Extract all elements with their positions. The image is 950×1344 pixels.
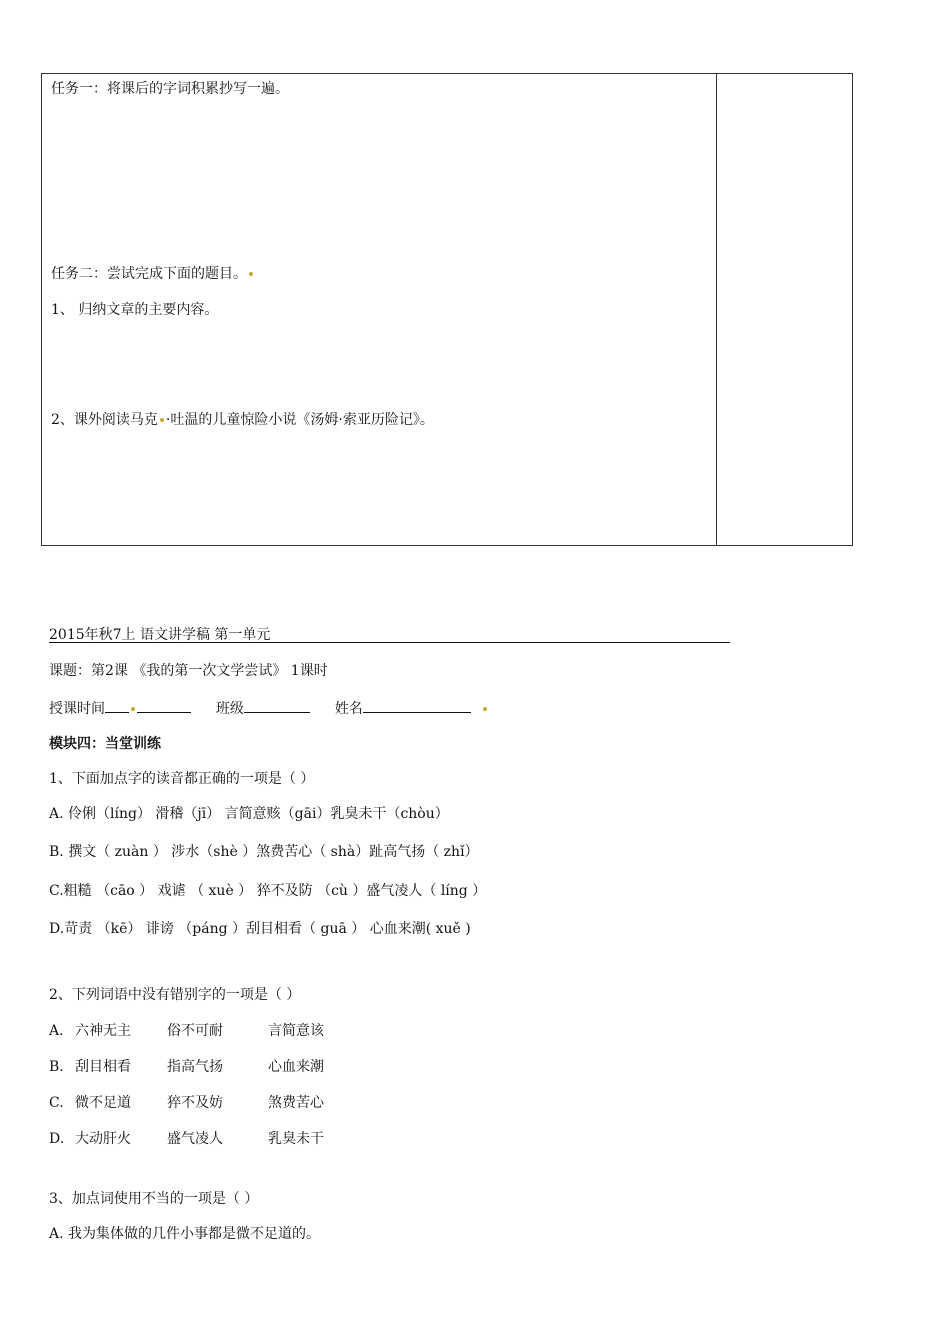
mark-dot [249,272,253,276]
table-divider [716,74,717,545]
mark-dot [483,707,487,711]
task2-text: 任务二：尝试完成下面的题目。 [51,266,247,282]
option-word: 言简意该 [268,1023,324,1039]
option-letter: D. [49,1131,65,1147]
q1-option-a: A. 伶俐（líng） 滑稽（jī） 言简意赅（gāi）乳臭未干（chòu） [49,806,449,822]
q2-text-b: ·吐温的儿童惊险小说《汤姆·索亚历险记》。 [165,412,434,428]
option-word: 微不足道 [75,1095,131,1111]
q2-option-c [49,1094,324,1112]
option-word: 刮目相看 [75,1059,131,1075]
option-word: 俗不可耐 [167,1023,223,1039]
option-word: 大动肝火 [75,1131,131,1147]
option-word: 心血来潮 [268,1059,324,1075]
q2-option-b [49,1058,324,1076]
time-label: 授课时间 [49,701,105,717]
q1-option-b: B. 撰文（ zuàn ） 涉水（shè ）煞费苦心（ shà）趾高气扬（ zhǐ） [49,844,479,860]
option-word: 指高气扬 [167,1059,223,1075]
option-word: 猝不及妨 [167,1095,223,1111]
option-word: 六神无主 [75,1023,131,1039]
lesson-line: 课题：第2课 《我的第一次文学尝试》 1课时 [49,663,328,679]
box-question-2 [51,411,434,429]
doc-title: 2015年秋7上 语文讲学稿 第一单元 [49,627,271,643]
info-line [49,698,489,718]
q2-option-d [49,1130,324,1148]
q2-text-a: 2、课外阅读马克 [51,412,158,428]
task-box [41,73,853,546]
time-blank [105,698,129,713]
module-title: 模块四：当堂训练 [49,736,161,752]
class-blank [244,698,310,713]
q2-stem: 2、下列词语中没有错别字的一项是（ ） [49,987,301,1003]
mark-dot [131,707,135,711]
mark-dot [160,418,164,422]
option-letter: A. [49,1023,64,1039]
option-word: 盛气凌人 [167,1131,223,1147]
q1-stem: 1、下面加点字的读音都正确的一项是（ ） [49,771,315,787]
option-letter: B. [49,1059,64,1075]
option-word: 乳臭未干 [268,1131,324,1147]
q2-option-a [49,1022,324,1040]
time-blank-2 [137,698,191,713]
box-question-1: 1、 归纳文章的主要内容。 [51,302,219,318]
class-label: 班级 [215,701,244,717]
q1-option-d: D.苛责 （kē） 诽谤 （páng ）刮目相看（ guā ） 心血来潮( xuě ) [49,921,471,937]
q3-stem: 3、加点词使用不当的一项是（ ） [49,1191,259,1207]
q3-option-a: A. 我为集体做的几件小事都是微不足道的。 [49,1226,321,1242]
name-label: 姓名 [334,701,363,717]
q1-option-c: C.粗糙 （cāo ） 戏谑 （ xuè ） 猝不及防 （cù ）盛气凌人（ líng ） [49,883,487,899]
option-word: 煞费苦心 [268,1095,324,1111]
name-blank [363,698,471,713]
task1-text: 任务一：将课后的字词积累抄写一遍。 [51,81,289,97]
option-letter: C. [49,1095,64,1111]
task2-line [51,265,255,283]
title-underline [49,642,730,643]
